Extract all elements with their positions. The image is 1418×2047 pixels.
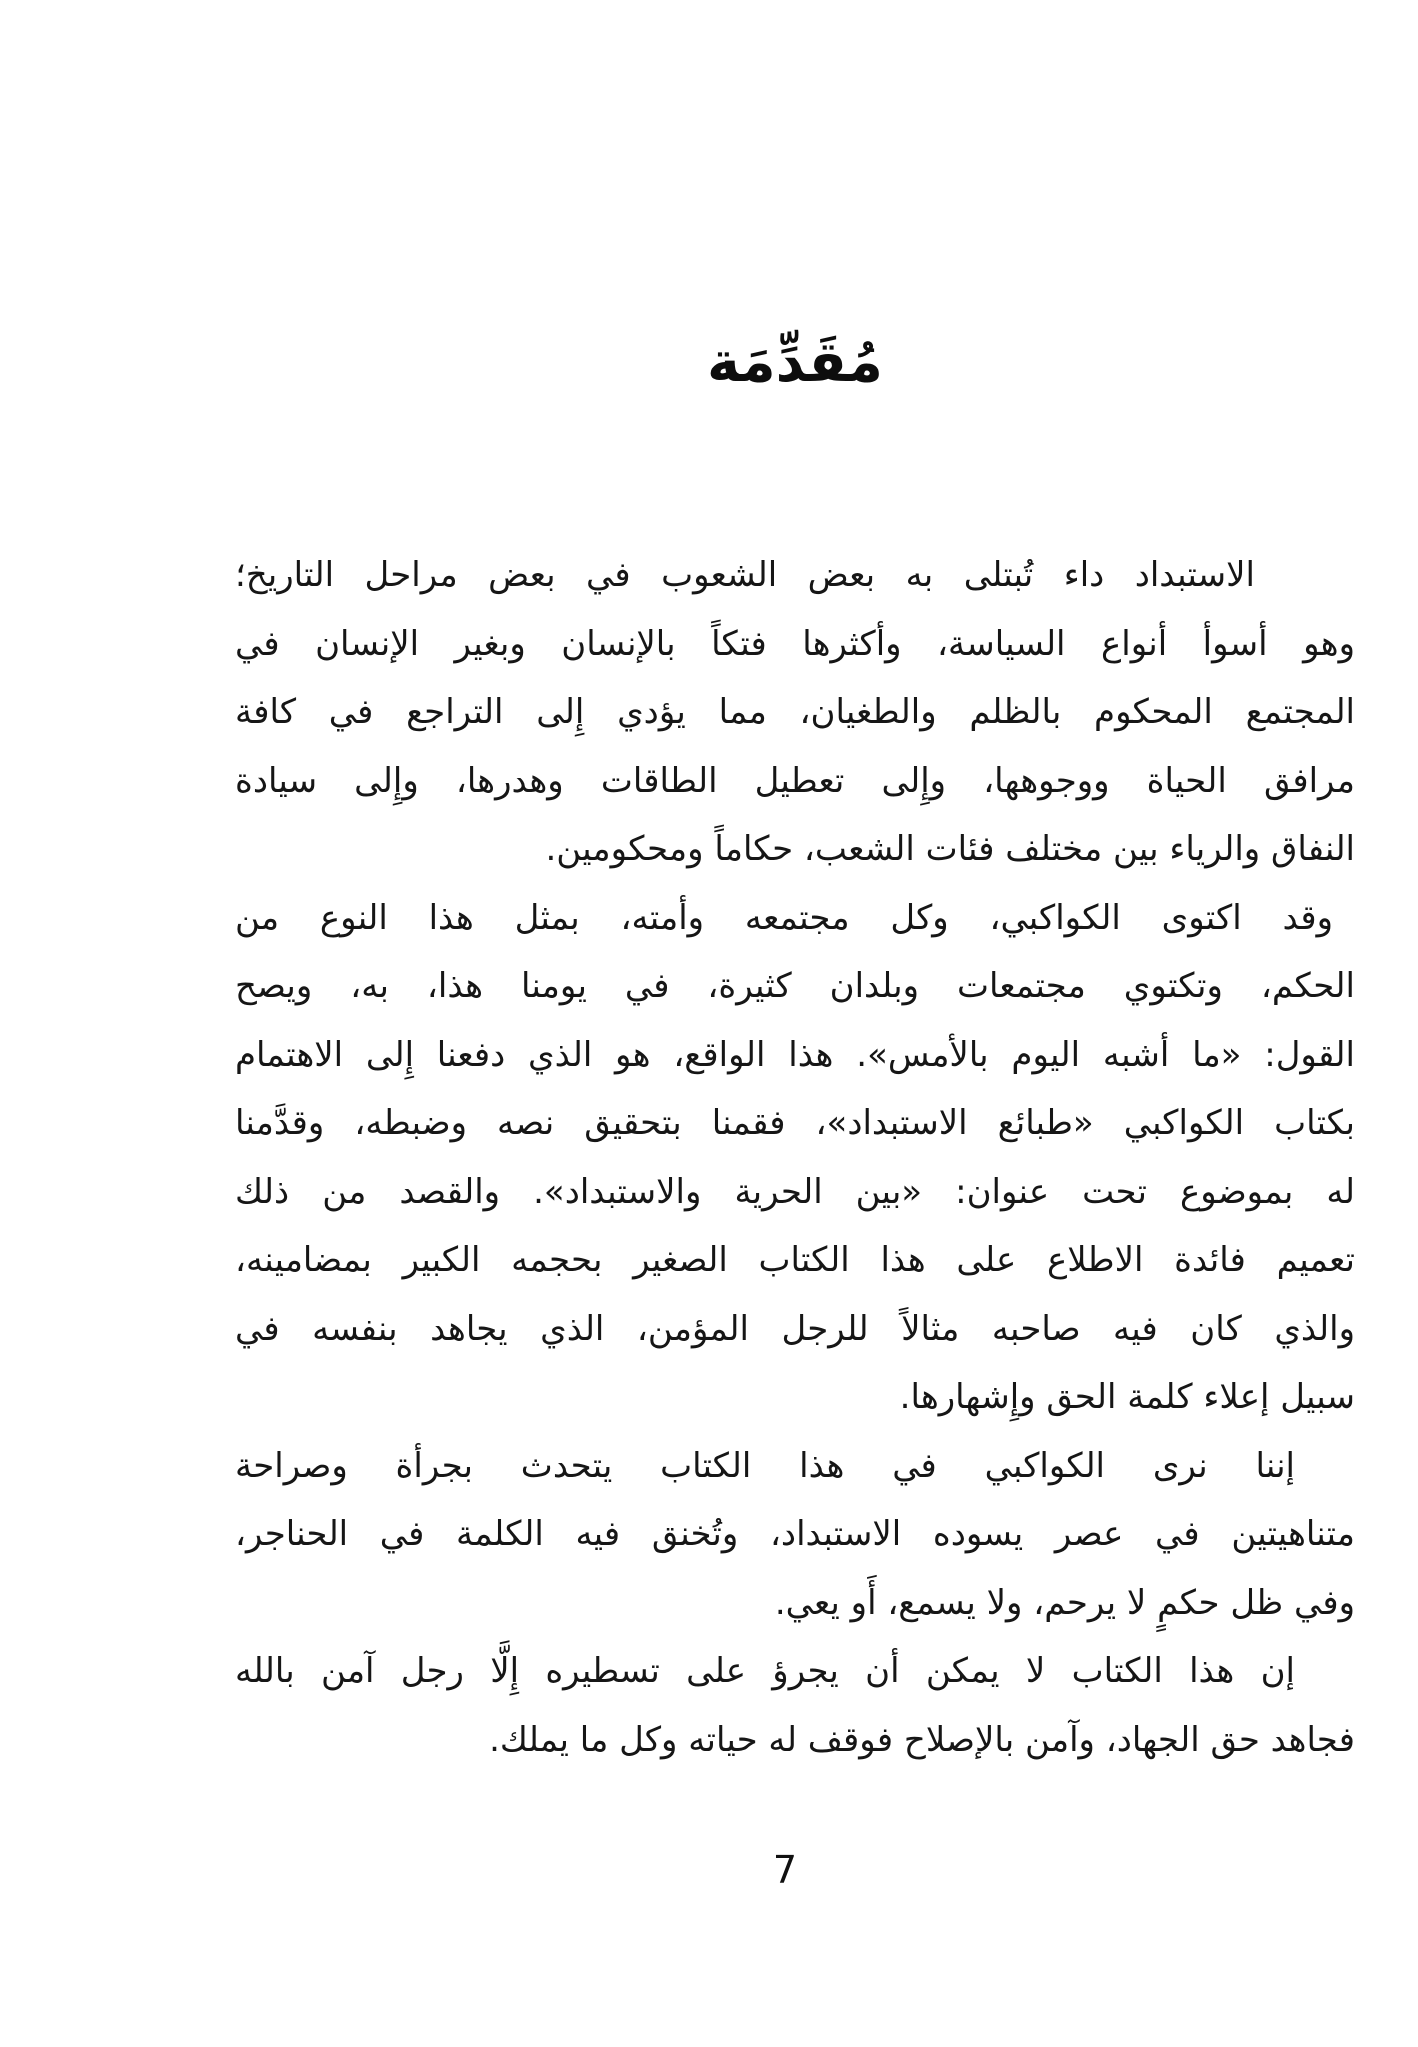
text-line: مرافق الحياة ووجوهها، وإِلى تعطيل الطاقات وهدرها، وإِلى سيادة [235, 760, 1355, 801]
text-line: القول: «ما أشبه اليوم بالأمس». هذا الواقع، هو الذي دفعنا إِلى الاهتمام [235, 1034, 1355, 1075]
text-line: المجتمع المحكوم بالظلم والطغيان، مما يؤدي إِلى التراجع في كافة [235, 692, 1355, 732]
text-line: والذي كان فيه صاحبه مثالاً للرجل المؤمن، الذي يجاهد بنفسه في [235, 1308, 1355, 1349]
text-line: بكتاب الكواكبي «طبائع الاستبداد»، فقمنا بتحقيق نصه وضبطه، وقدَّمنا [235, 1103, 1355, 1143]
body-text [235, 541, 1355, 1774]
text-line: وهو أسوأ أنواع السياسة، وأكثرها فتكاً بالإنسان وبغير الإنسان في [235, 623, 1355, 664]
paragraph-1 [235, 541, 1355, 884]
text-line: النفاق والرياء بين مختلف فئات الشعب، حكاماً ومحكومين. [545, 829, 1355, 869]
text-line: متناهيتين في عصر يسوده الاستبداد، وتُخنق فيه الكلمة في الحناجر، [235, 1514, 1355, 1554]
text-line: وفي ظل حكمٍ لا يرحم، ولا يسمع، أَو يعي. [774, 1582, 1355, 1623]
text-line: إننا نرى الكواكبي في هذا الكتاب يتحدث بجرأة وصراحة [235, 1445, 1295, 1486]
chapter-title: مُقَدِّمَة [707, 330, 883, 395]
text-line: له بموضوع تحت عنوان: «بين الحرية والاستبداد». والقصد من ذلك [235, 1171, 1355, 1212]
text-line: تعميم فائدة الاطلاع على هذا الكتاب الصغير بحجمه الكبير بمضامينه، [235, 1240, 1355, 1280]
paragraph-2 [235, 884, 1355, 1432]
page-number: 7 [772, 1848, 798, 1892]
text-line: سبيل إعلاء كلمة الحق وإِشهارها. [899, 1377, 1355, 1417]
text-line: فجاهد حق الجهاد، وآمن بالإصلاح فوقف له حياته وكل ما يملك. [489, 1719, 1355, 1760]
paragraph-4 [235, 1637, 1355, 1774]
text-line: وقد اكتوى الكواكبي، وكل مجتمعه وأمته، بمثل هذا النوع من [235, 897, 1333, 938]
text-line: الحكم، وتكتوي مجتمعات وبلدان كثيرة، في يومنا هذا، به، ويصح [235, 966, 1355, 1006]
paragraph-3 [235, 1432, 1355, 1638]
text-line: إن هذا الكتاب لا يمكن أن يجرؤ على تسطيره إِلَّا رجل آمن بالله [235, 1651, 1295, 1691]
text-line: الاستبداد داء تُبتلى به بعض الشعوب في بعض مراحل التاريخ؛ [235, 555, 1255, 595]
